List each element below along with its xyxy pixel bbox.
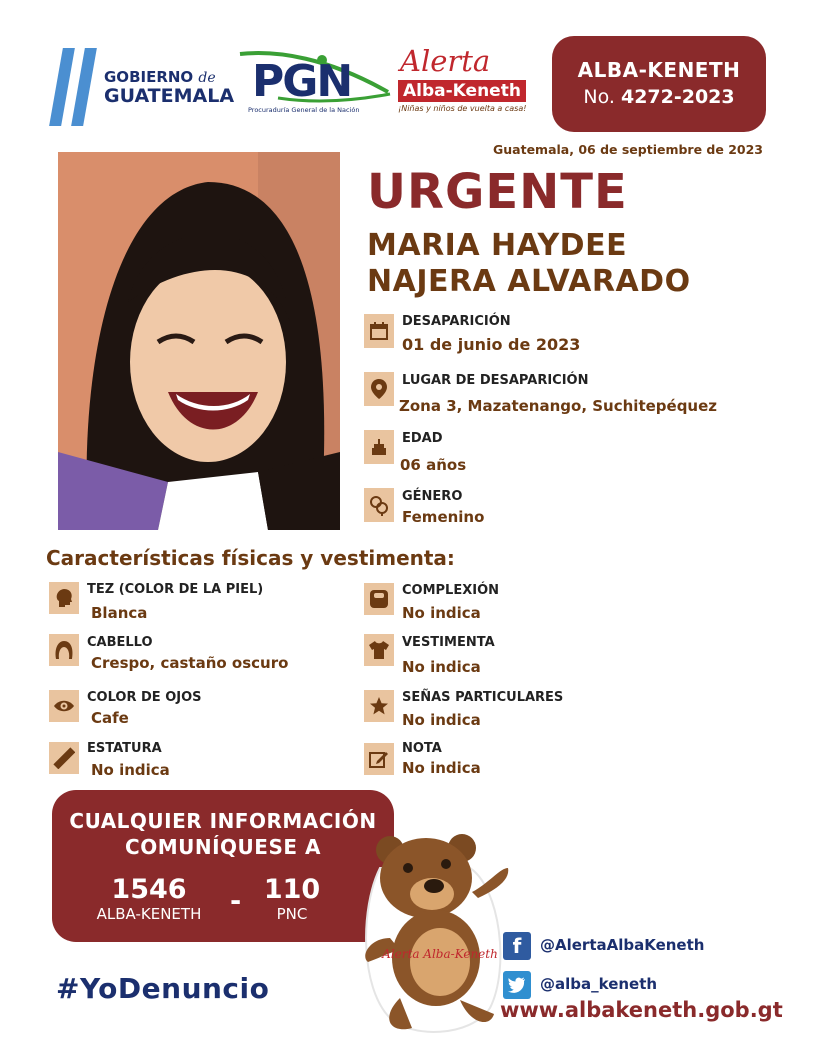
clothing-value: No indica xyxy=(402,658,481,676)
age-value: 06 años xyxy=(400,456,467,474)
contact-box xyxy=(52,790,394,942)
hair-icon xyxy=(49,634,79,666)
case-number-badge: ALBA-KENETH No. 4272-2023 xyxy=(552,36,766,132)
gender-label: GÉNERO xyxy=(402,489,463,504)
twitter-icon[interactable] xyxy=(503,971,531,999)
issue-date: Guatemala, 06 de septiembre de 2023 xyxy=(493,142,763,157)
clothing-label: VESTIMENTA xyxy=(402,635,495,650)
disappearance-date-value: 01 de junio de 2023 xyxy=(402,335,581,354)
scale-icon xyxy=(364,583,394,615)
hashtag: #YoDenuncio xyxy=(56,972,270,1005)
phone-alba-keneth[interactable]: 1546 xyxy=(111,874,187,905)
hair-value: Crespo, castaño oscuro xyxy=(91,654,289,672)
build-value: No indica xyxy=(402,604,481,622)
eye-color-label: COLOR DE OJOS xyxy=(87,690,202,705)
distinguishing-marks-value: No indica xyxy=(402,711,481,729)
urgent-title: URGENTE xyxy=(367,164,628,220)
disappearance-place-value: Zona 3, Mazatenango, Suchitepéquez xyxy=(399,397,718,415)
phone-pnc-label: PNC xyxy=(276,905,308,923)
teddy-bear-mascot xyxy=(360,828,510,1038)
mascot-badge-text: Alerta Alba-Keneth xyxy=(382,947,498,961)
birthday-cake-icon xyxy=(364,430,394,464)
alerta-alba-keneth-logo: Alerta Alba-Keneth ¡Niñas y niños de vuelta a casa! xyxy=(398,44,527,113)
location-pin-icon xyxy=(364,372,394,406)
height-label: ESTATURA xyxy=(87,741,162,756)
ruler-icon xyxy=(49,742,79,774)
pgn-logo: PGN Procuraduría General de la Nación xyxy=(238,48,393,120)
hair-label: CABELLO xyxy=(87,635,153,650)
note-label: NOTA xyxy=(402,741,442,756)
missing-person-name: MARIA HAYDEE NAJERA ALVARADO xyxy=(367,228,691,299)
missing-child-photo xyxy=(58,152,340,530)
note-edit-icon xyxy=(364,743,394,775)
star-icon xyxy=(364,690,394,722)
phone-alba-keneth-label: ALBA-KENETH xyxy=(96,905,202,923)
physical-characteristics-heading: Características físicas y vestimenta: xyxy=(46,546,455,570)
skin-tone-label: TEZ (COLOR DE LA PIEL) xyxy=(87,582,264,597)
facebook-handle[interactable]: @AlertaAlbaKeneth xyxy=(540,936,705,954)
eye-icon xyxy=(49,690,79,722)
gobierno-logo-bars xyxy=(52,48,96,126)
gobierno-logo-text: GOBIERNO de GUATEMALA xyxy=(104,68,235,107)
disappearance-date-label: DESAPARICIÓN xyxy=(402,314,511,329)
head-profile-icon xyxy=(49,582,79,614)
phone-separator: - xyxy=(230,886,242,917)
build-label: COMPLEXIÓN xyxy=(402,583,500,598)
twitter-handle[interactable]: @alba_keneth xyxy=(540,975,658,993)
age-label: EDAD xyxy=(402,431,443,446)
gender-value: Femenino xyxy=(402,508,485,526)
disappearance-place-label: LUGAR DE DESAPARICIÓN xyxy=(402,373,589,388)
note-value: No indica xyxy=(402,759,481,777)
skin-tone-value: Blanca xyxy=(91,604,148,622)
contact-heading: CUALQUIER INFORMACIÓN COMUNÍQUESE A xyxy=(69,809,377,859)
distinguishing-marks-label: SEÑAS PARTICULARES xyxy=(402,690,564,705)
tshirt-icon xyxy=(364,634,394,666)
calendar-icon xyxy=(364,314,394,348)
facebook-icon[interactable]: f xyxy=(503,932,531,960)
eye-color-value: Cafe xyxy=(91,709,129,727)
website-link[interactable]: www.albakeneth.gob.gt xyxy=(500,998,783,1022)
height-value: No indica xyxy=(91,761,170,779)
gender-icon xyxy=(364,488,394,522)
phone-pnc[interactable]: 110 xyxy=(263,874,321,905)
